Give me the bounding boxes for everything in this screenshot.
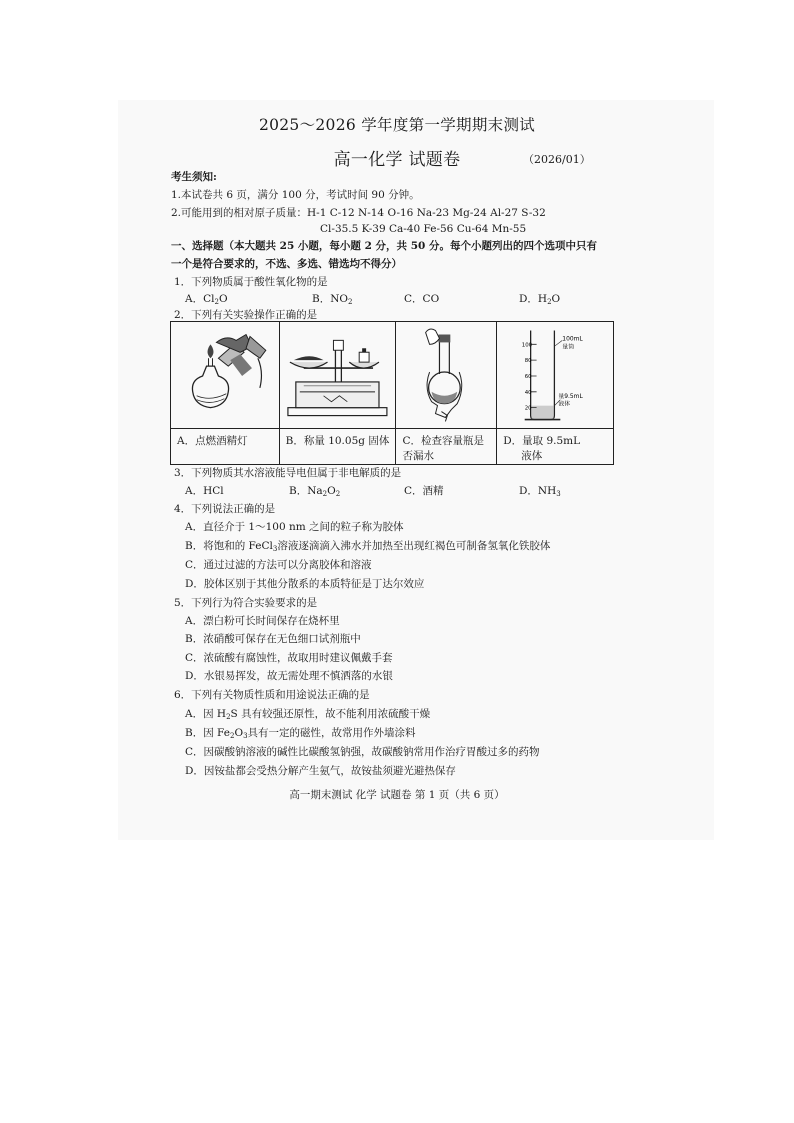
q2-option-a: A．点燃酒精灯 (171, 429, 280, 465)
image-cell-a (171, 322, 280, 429)
image-cell-c (396, 322, 497, 429)
q1-stem: 1．下列物质属于酸性氧化物的是 (174, 276, 328, 288)
q3-option-a: A．HCl (185, 485, 224, 497)
section-heading-1: 一、选择题（本大题共 25 小题，每小题 2 分，共 50 分。每个小题列出的四个选项中只有 (171, 240, 597, 252)
notice-line-2-cont: Cl-35.5 K-39 Ca-40 Fe-56 Cu-64 Mn-55 (320, 223, 527, 235)
q4-option-b: B．将饱和的 FeCl$_3$溶液逐滴滴入沸水并加热至出现红褐色可制备氢氧化铁胶体 (185, 540, 551, 553)
cylinder-label-name: 量筒 (562, 343, 575, 351)
exam-date: （2026/01） (523, 153, 591, 166)
tick-40: 40 (524, 389, 532, 396)
q5-stem: 5．下列行为符合实验要求的是 (174, 597, 318, 609)
cylinder-label-volume: 量9.5mL (558, 392, 583, 400)
alcohol-lamp-illustration (171, 322, 279, 428)
q4-option-c: C．通过过滤的方法可以分离胶体和溶液 (185, 559, 372, 571)
q6-option-d: D．因铵盐都会受热分解产生氨气，故铵盐须避光避热保存 (185, 765, 456, 777)
q4-option-d: D．胶体区别于其他分散系的本质特征是丁达尔效应 (185, 578, 425, 590)
q2-option-d: D．量取 9.5mL 液体 (497, 429, 614, 465)
q6-option-a: A．因 $H_2S$ 具有较强还原性，故不能利用浓硫酸干燥 (185, 708, 431, 721)
q4-option-a: A．直径介于 1～100 nm 之间的粒子称为胶体 (185, 521, 404, 533)
q6-option-c: C．因碳酸钠溶液的碱性比碳酸氢钠强，故碳酸钠常用作治疗胃酸过多的药物 (185, 746, 540, 758)
q3-stem: 3．下列物质其水溶液能导电但属于非电解质的是 (174, 467, 402, 479)
image-cell-b (279, 322, 396, 429)
q2-stem: 2．下列有关实验操作正确的是 (174, 309, 318, 321)
q2-option-b: B．称量 10.05g 固体 (279, 429, 396, 465)
section-heading-2: 一个是符合要求的，不选、多选、错选均不得分） (171, 258, 402, 270)
tick-100: 100 (521, 342, 533, 349)
q5-option-b: B．浓硝酸可保存在无色细口试剂瓶中 (185, 633, 361, 645)
image-cell-d (497, 322, 614, 429)
q4-stem: 4．下列说法正确的是 (174, 503, 276, 515)
notice-heading: 考生须知: (171, 171, 217, 183)
q1-option-b: B．$NO_2$ (312, 293, 353, 306)
notice-line-1: 1.本试卷共 6 页，满分 100 分，考试时间 90 分钟。 (171, 189, 420, 201)
q6-option-b: B．因 $Fe_2O_3$具有一定的磁性，故常用作外墙涂料 (185, 727, 416, 740)
tick-20: 20 (524, 405, 532, 412)
experiment-table (170, 321, 614, 465)
q3-option-b: B．$Na_2O_2$ (289, 485, 341, 498)
q1-option-c: C．CO (404, 293, 440, 305)
cylinder-label-liquid: 液体 (558, 400, 571, 408)
q2-option-c: C．检查容量瓶是 否漏水 (396, 429, 497, 465)
tick-60: 60 (524, 373, 532, 380)
cylinder-label-capacity: 100mL (562, 335, 583, 343)
q5-option-a: A．漂白粉可长时间保存在烧杯里 (185, 615, 340, 627)
q5-option-d: D．水银易挥发，故无需处理不慎洒落的水银 (185, 670, 393, 682)
q3-option-d: D．$NH_3$ (519, 485, 561, 498)
exam-subtitle: 高一化学 试题卷 (333, 150, 461, 170)
q5-option-c: C．浓硫酸有腐蚀性，故取用时建议佩戴手套 (185, 652, 393, 664)
q1-option-a: A．$Cl_2O$ (185, 293, 228, 306)
q1-option-d: D．$H_2O$ (519, 293, 561, 306)
page-footer: 高一期末测试 化学 试题卷 第 1 页（共 6 页） (289, 789, 505, 801)
notice-line-2: 2.可能用到的相对原子质量：H-1 C-12 N-14 O-16 Na-23 Mg-24 Al-27 S-32 (171, 207, 546, 219)
balance-scale-illustration (280, 322, 396, 428)
tick-80: 80 (524, 358, 532, 365)
volumetric-flask-illustration (396, 322, 496, 428)
q6-stem: 6．下列有关物质性质和用途说法正确的是 (174, 689, 370, 701)
exam-title: 2025～2026 学年度第一学期期末测试 (258, 116, 536, 134)
q3-option-c: C．酒精 (404, 485, 444, 497)
graduated-cylinder-illustration (497, 322, 613, 428)
